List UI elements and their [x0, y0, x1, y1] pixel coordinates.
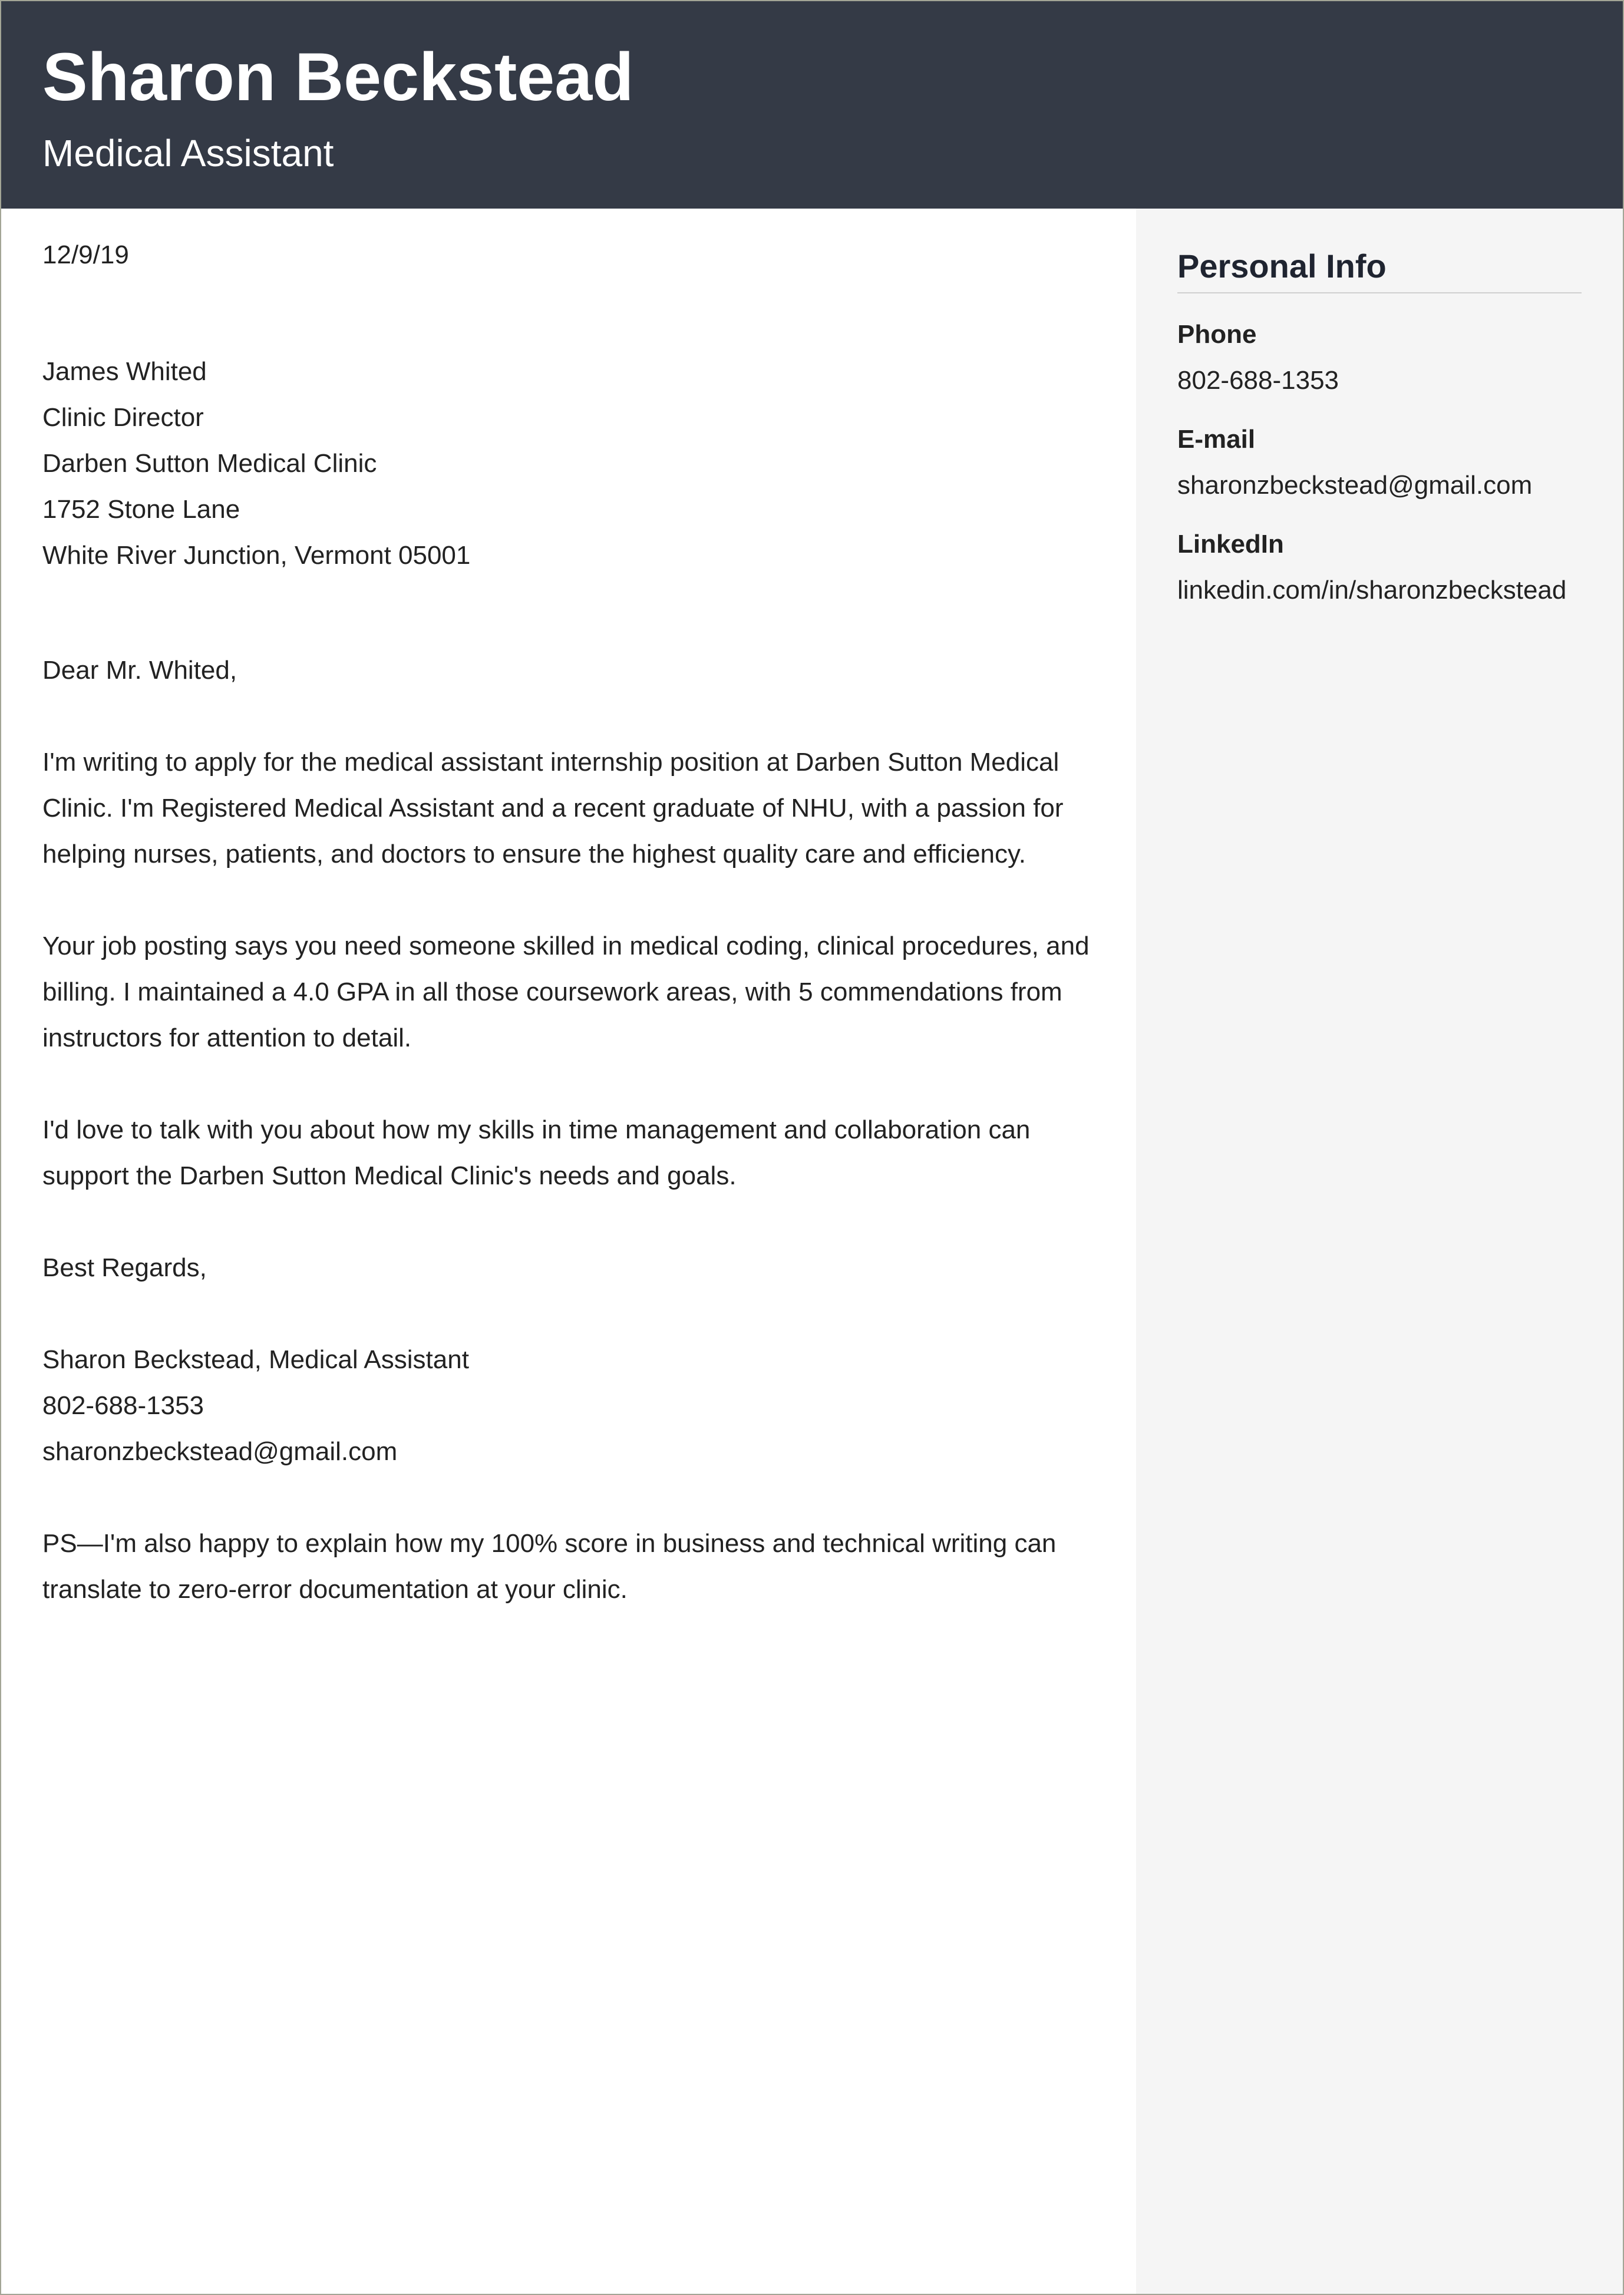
letter-body	[42, 232, 1091, 1613]
signature-phone: 802-688-1353	[42, 1391, 204, 1420]
spacer	[42, 1291, 1091, 1337]
body-paragraph: I'd love to talk with you about how my skills in time management and collaboration can support the Darben Sutton Medical Clinic's needs and goals.	[42, 1115, 1031, 1190]
recipient-company: Darben Sutton Medical Clinic	[42, 449, 377, 478]
closing: Best Regards,	[42, 1253, 207, 1282]
spacer	[42, 877, 1091, 923]
email-label: E-mail	[1177, 425, 1256, 454]
signature-email: sharonzbeckstead@gmail.com	[42, 1437, 398, 1466]
section-divider	[1177, 292, 1582, 293]
applicant-job-title: Medical Assistant	[42, 132, 334, 174]
body-paragraph: I'm writing to apply for the medical assistant internship position at Darben Sutton Medical Clinic. I'm Registered Medical Assistant and a recent graduate of NHU, with a passion for helping nurses, patients, and doctors to ensure the highest quality care and efficiency.	[42, 748, 1064, 869]
body-paragraph: Your job posting says you need someone skilled in medical coding, clinical procedures, and billing. I maintained a 4.0 GPA in all those coursework areas, with 5 commendations from instructors for attention to detail.	[42, 932, 1090, 1052]
postscript: PS—I'm also happy to explain how my 100% score in business and technical writing can translate to zero-error documentation at your clinic.	[42, 1529, 1057, 1604]
personal-info-sidebar	[1136, 209, 1623, 2294]
recipient-city: White River Junction, Vermont 05001	[42, 541, 471, 570]
spacer	[42, 1199, 1091, 1245]
spacer	[42, 694, 1091, 739]
header-banner	[1, 1, 1623, 209]
spacer	[42, 579, 1091, 648]
recipient-street: 1752 Stone Lane	[42, 495, 240, 524]
salutation: Dear Mr. Whited,	[42, 656, 237, 685]
phone-value: 802-688-1353	[1177, 366, 1339, 395]
spacer	[42, 278, 1091, 349]
signature-name: Sharon Beckstead, Medical Assistant	[42, 1345, 469, 1374]
spacer	[42, 1475, 1091, 1521]
recipient-address-block	[42, 349, 1091, 579]
spacer	[42, 1061, 1091, 1107]
recipient-title: Clinic Director	[42, 403, 204, 432]
email-value: sharonzbeckstead@gmail.com	[1177, 471, 1533, 500]
letter-date: 12/9/19	[42, 240, 129, 269]
applicant-name: Sharon Beckstead	[42, 39, 634, 115]
personal-info-heading: Personal Info	[1177, 247, 1387, 285]
linkedin-label: LinkedIn	[1177, 530, 1284, 559]
linkedin-value: linkedin.com/in/sharonzbeckstead	[1177, 576, 1567, 605]
personal-info-list	[1177, 312, 1602, 626]
phone-label: Phone	[1177, 320, 1257, 349]
recipient-name: James Whited	[42, 357, 207, 386]
signature-block	[42, 1337, 1091, 1475]
